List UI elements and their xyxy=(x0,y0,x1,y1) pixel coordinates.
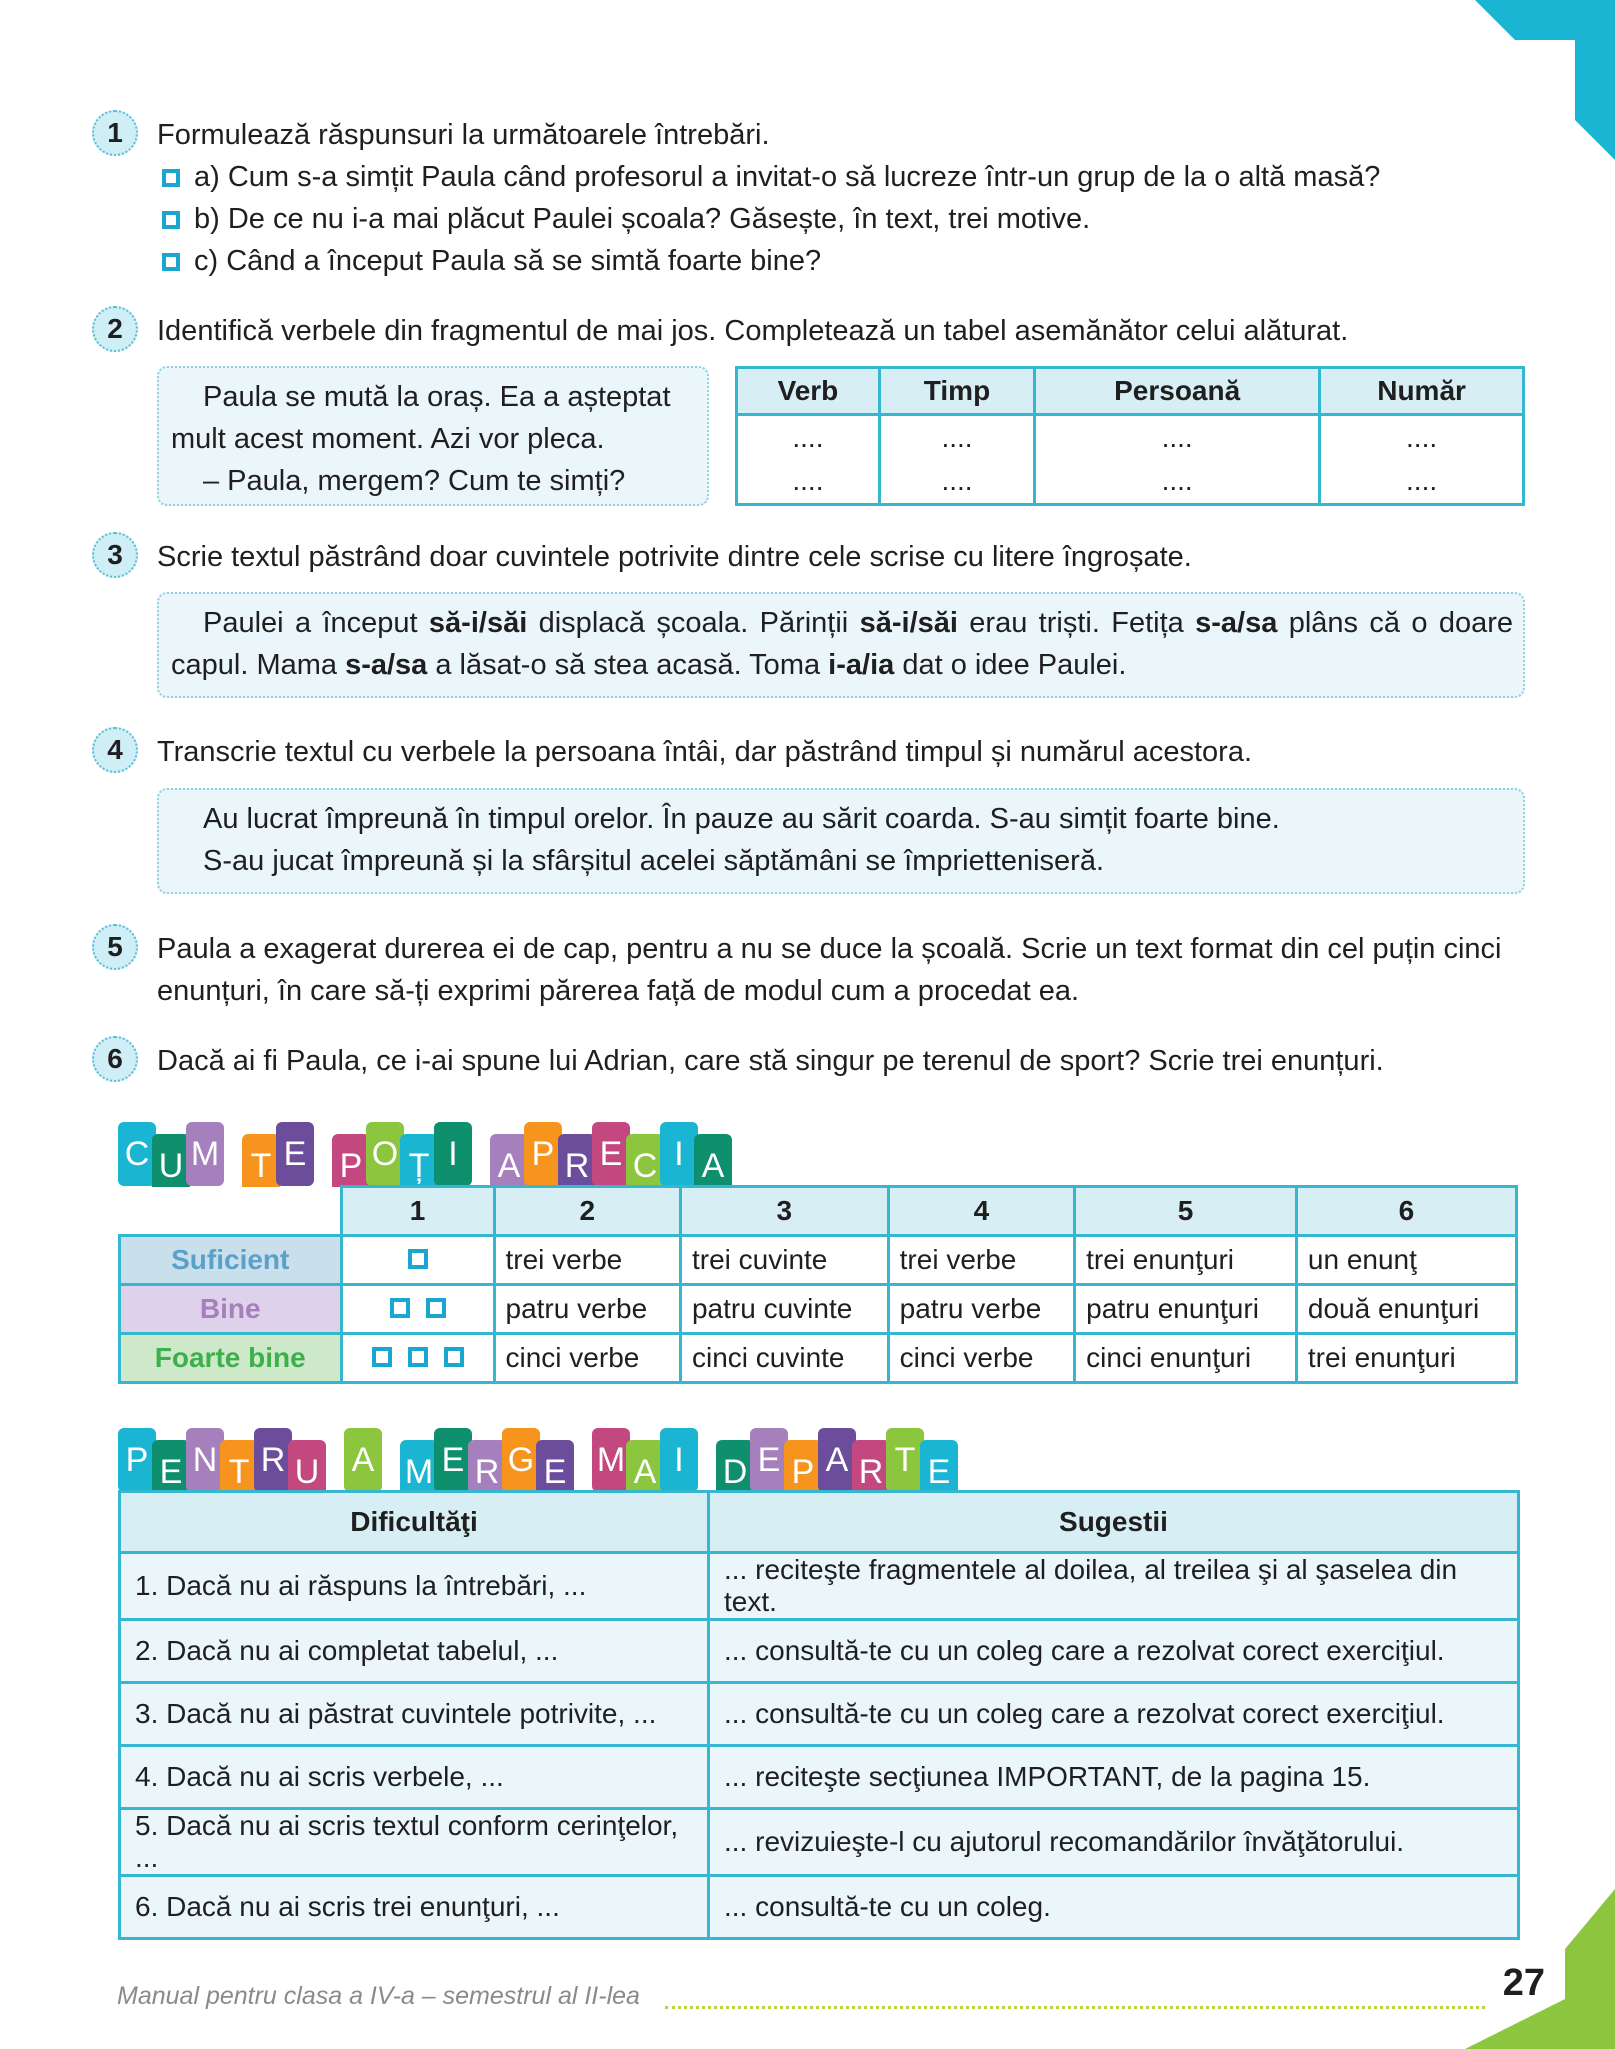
title-letter-tile: P xyxy=(118,1428,156,1492)
empty-corner xyxy=(120,1187,342,1236)
footer-text: Manual pentru clasa a IV-a – semestrul al II-lea xyxy=(117,1982,640,2010)
self-assessment-table xyxy=(118,1185,1518,1384)
text-line: Au lucrat împreună în timpul orelor. În pauze au sărit coarda. S-au simțit foarte bine. xyxy=(203,803,1280,835)
table-cell: .... xyxy=(879,415,1034,460)
table-cell: două enunţuri xyxy=(1296,1285,1516,1334)
suggestion-cell: ... consultă-te cu un coleg care a rezolvat corect exerciţiul. xyxy=(709,1620,1519,1683)
table-row xyxy=(737,460,1524,505)
column-header: 2 xyxy=(494,1187,680,1236)
table-row xyxy=(120,1236,1517,1285)
title-letter-tile: A xyxy=(344,1428,382,1492)
text-to-transcribe xyxy=(157,788,1525,894)
text-span: Paulei a început xyxy=(203,607,429,639)
exercise-number: 3 xyxy=(92,532,138,578)
exercise-prompt: Paula a exagerat durerea ei de cap, pentru a nu se duce la școală. Scrie un text format din cel puțin cinci enunțuri, în care să-ți exprimi părerea față de modul cum a procedat ea. xyxy=(157,933,1502,1007)
exercise-prompt: Transcrie textul cu verbele la persoana întâi, dar păstrând timpul și numărul acestora. xyxy=(157,736,1253,768)
title-letter-tile: G xyxy=(502,1428,540,1492)
column-header: 6 xyxy=(1296,1187,1516,1236)
text-span: plâns că o doare capul. Mama xyxy=(171,607,1514,681)
checkbox-icon xyxy=(390,1298,410,1318)
title-letter-tile: A xyxy=(626,1440,664,1504)
title-letter-tile: E xyxy=(920,1440,958,1504)
suggestion-cell: ... reciteşte fragmentele al doilea, al treilea şi al şaselea din text. xyxy=(709,1553,1519,1620)
table-row xyxy=(120,1683,1519,1746)
title-letter-tile: U xyxy=(288,1440,326,1504)
exercise-prompt: Scrie textul păstrând doar cuvintele potrivite dintre cele scrise cu litere îngroșate. xyxy=(157,541,1192,573)
table-row xyxy=(120,1620,1519,1683)
title-letter-tile: R xyxy=(558,1134,596,1198)
checkbox-cell xyxy=(341,1285,494,1334)
footer-divider xyxy=(665,2006,1485,2009)
text-span: a lăsat-o să stea acasă. Toma xyxy=(427,649,829,681)
title-letter-tile: C xyxy=(118,1122,156,1186)
table-row xyxy=(737,415,1524,460)
checkbox-icon xyxy=(162,211,180,229)
title-letter-tile: A xyxy=(490,1134,528,1198)
table-cell: patru enunţuri xyxy=(1075,1285,1297,1334)
exercise-number: 1 xyxy=(92,110,138,156)
title-letter-tile: C xyxy=(626,1134,664,1198)
table-cell: .... xyxy=(1320,415,1524,460)
column-header: Sugestii xyxy=(709,1492,1519,1553)
title-letter-tile: P xyxy=(332,1134,370,1198)
title-letter-tile: A xyxy=(818,1428,856,1492)
title-letter-tile: R xyxy=(852,1440,890,1504)
table-row xyxy=(120,1285,1517,1334)
suggestion-cell: ... revizuieşte-l cu ajutorul recomandărilor învăţătorului. xyxy=(709,1809,1519,1876)
title-letter-tile: R xyxy=(254,1428,292,1492)
column-header: Persoană xyxy=(1035,368,1320,415)
level-label: Suficient xyxy=(120,1236,342,1285)
question-item xyxy=(162,156,1523,198)
bold-option: i-a/ia xyxy=(828,649,895,681)
checkbox-icon xyxy=(426,1298,446,1318)
fragment-line: – Paula, mergem? Cum te simți? xyxy=(203,465,626,497)
checkbox-cell xyxy=(341,1334,494,1383)
question-text: b) De ce nu i-a mai plăcut Paulei școala? Găsește, în text, trei motive. xyxy=(194,203,1091,235)
text-paragraph xyxy=(171,602,1513,686)
checkbox-cell xyxy=(341,1236,494,1285)
table-row xyxy=(120,1553,1519,1620)
exercise-6 xyxy=(92,1036,1523,1086)
suggestion-cell: ... consultă-te cu un coleg. xyxy=(709,1876,1519,1939)
title-letter-tile: M xyxy=(186,1122,224,1186)
table-cell: cinci enunţuri xyxy=(1075,1334,1297,1383)
title-letter-tile: M xyxy=(592,1428,630,1492)
title-letter-tile: R xyxy=(468,1440,506,1504)
level-label: Foarte bine xyxy=(120,1334,342,1383)
table-row xyxy=(120,1746,1519,1809)
difficulty-cell: 6. Dacă nu ai scris trei enunţuri, ... xyxy=(120,1876,709,1939)
table-cell: trei verbe xyxy=(888,1236,1074,1285)
exercise-4 xyxy=(92,727,1523,777)
exercise-prompt: Formulează răspunsuri la următoarele întrebări. xyxy=(157,119,770,151)
checkbox-icon xyxy=(162,253,180,271)
exercise-prompt: Identifică verbele din fragmentul de mai jos. Completează un tabel asemănător celui alăturat. xyxy=(157,315,1349,347)
bold-option: s-a/sa xyxy=(1195,607,1278,639)
table-cell: cinci cuvinte xyxy=(680,1334,888,1383)
difficulty-cell: 1. Dacă nu ai răspuns la întrebări, ... xyxy=(120,1553,709,1620)
level-label: Bine xyxy=(120,1285,342,1334)
title-letter-tile: O xyxy=(366,1122,404,1186)
page-number: 27 xyxy=(1502,1962,1545,2004)
checkbox-icon xyxy=(408,1249,428,1269)
checkbox-icon xyxy=(162,169,180,187)
column-header: Timp xyxy=(879,368,1034,415)
question-item xyxy=(162,240,1523,282)
title-letter-tile: P xyxy=(784,1440,822,1504)
table-cell: trei enunţuri xyxy=(1296,1334,1516,1383)
title-letter-tile: T xyxy=(242,1134,280,1198)
title-letter-tile: D xyxy=(716,1440,754,1504)
exercise-number: 4 xyxy=(92,727,138,773)
column-header: 5 xyxy=(1075,1187,1297,1236)
column-header: 1 xyxy=(341,1187,494,1236)
title-letter-tile: T xyxy=(886,1428,924,1492)
title-letter-tile: I xyxy=(660,1122,698,1186)
bold-option: să-i/săi xyxy=(859,607,958,639)
title-letter-tile: Ț xyxy=(400,1134,438,1198)
question-text: c) Când a început Paula să se simtă foarte bine? xyxy=(194,245,822,277)
table-cell: cinci verbe xyxy=(888,1334,1074,1383)
text-span: dat o idee Paulei. xyxy=(894,649,1127,681)
title-letter-tile: E xyxy=(276,1122,314,1186)
text-span: displacă școala. Părinții xyxy=(527,607,860,639)
table-cell: patru verbe xyxy=(888,1285,1074,1334)
checkbox-icon xyxy=(408,1347,428,1367)
title-letter-tile: E xyxy=(750,1428,788,1492)
table-cell: .... xyxy=(879,460,1034,505)
suggestion-cell: ... reciteşte secţiunea IMPORTANT, de la pagina 15. xyxy=(709,1746,1519,1809)
question-text: a) Cum s-a simțit Paula când profesorul a invitat-o să lucreze într-un grup de la o altă masă? xyxy=(194,161,1381,193)
checkbox-icon xyxy=(372,1347,392,1367)
verb-table xyxy=(735,366,1525,506)
text-with-bold-options xyxy=(157,592,1525,698)
title-letter-tile: M xyxy=(400,1440,438,1504)
fragment-line: mult acest moment. Azi vor pleca. xyxy=(171,423,605,455)
text-span: erau triști. Fetița xyxy=(957,607,1196,639)
checkbox-icon xyxy=(444,1347,464,1367)
table-cell: un enunţ xyxy=(1296,1236,1516,1285)
fragment-line: Paula se mută la oraș. Ea a așteptat xyxy=(203,381,671,413)
suggestion-cell: ... consultă-te cu un coleg care a rezolvat corect exerciţiul. xyxy=(709,1683,1519,1746)
table-cell: patru cuvinte xyxy=(680,1285,888,1334)
text-fragment xyxy=(157,366,709,506)
column-header: 4 xyxy=(888,1187,1074,1236)
exercise-number: 2 xyxy=(92,306,138,352)
table-cell: trei verbe xyxy=(494,1236,680,1285)
exercise-prompt: Dacă ai fi Paula, ce i-ai spune lui Adrian, care stă singur pe terenul de sport? Scrie trei enunțuri. xyxy=(157,1045,1384,1077)
table-row xyxy=(120,1876,1519,1939)
title-letter-tile: E xyxy=(592,1122,630,1186)
question-item xyxy=(162,198,1523,240)
title-letter-tile: E xyxy=(536,1440,574,1504)
title-letter-tile: E xyxy=(434,1428,472,1492)
difficulty-cell: 4. Dacă nu ai scris verbele, ... xyxy=(120,1746,709,1809)
difficulty-cell: 2. Dacă nu ai completat tabelul, ... xyxy=(120,1620,709,1683)
suggestions-table xyxy=(118,1490,1520,1940)
difficulty-cell: 3. Dacă nu ai păstrat cuvintele potrivite, ... xyxy=(120,1683,709,1746)
table-cell: .... xyxy=(1320,460,1524,505)
table-cell: .... xyxy=(737,460,880,505)
column-header: Dificultăţi xyxy=(120,1492,709,1553)
table-cell: trei enunţuri xyxy=(1075,1236,1297,1285)
difficulty-cell: 5. Dacă nu ai scris textul conform cerinţelor, ... xyxy=(120,1809,709,1876)
exercise-number: 6 xyxy=(92,1036,138,1082)
table-cell: .... xyxy=(737,415,880,460)
title-letter-tile: U xyxy=(152,1134,190,1198)
column-header: Verb xyxy=(737,368,880,415)
bold-option: să-i/săi xyxy=(428,607,528,639)
table-row xyxy=(120,1334,1517,1383)
title-letter-tile: A xyxy=(694,1134,732,1198)
exercise-1 xyxy=(92,110,1523,280)
table-row xyxy=(120,1809,1519,1876)
text-line: S-au jucat împreună și la sfârșitul acelei săptămâni se împrietteniseră. xyxy=(203,845,1105,877)
exercise-number: 5 xyxy=(92,924,138,970)
table-cell: trei cuvinte xyxy=(680,1236,888,1285)
table-cell: .... xyxy=(1035,460,1320,505)
exercise-2 xyxy=(92,306,1523,356)
title-letter-tile: N xyxy=(186,1428,224,1492)
column-header: Număr xyxy=(1320,368,1524,415)
title-letter-tile: T xyxy=(220,1440,258,1504)
title-letter-tile: E xyxy=(152,1440,190,1504)
exercise-3 xyxy=(92,532,1523,582)
title-letter-tile: I xyxy=(660,1428,698,1492)
table-cell: cinci verbe xyxy=(494,1334,680,1383)
title-letter-tile: P xyxy=(524,1122,562,1186)
table-cell: .... xyxy=(1035,415,1320,460)
table-cell: patru verbe xyxy=(494,1285,680,1334)
bold-option: s-a/sa xyxy=(345,649,428,681)
column-header: 3 xyxy=(680,1187,888,1236)
title-letter-tile: I xyxy=(434,1122,472,1186)
exercise-5 xyxy=(92,924,1523,1014)
